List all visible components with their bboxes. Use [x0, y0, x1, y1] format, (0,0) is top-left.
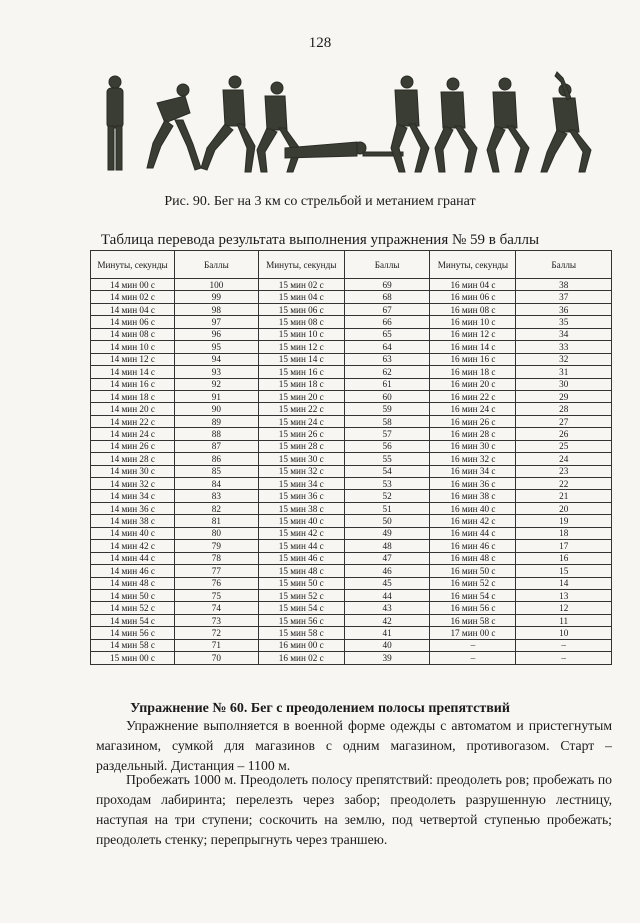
table-cell: 87 — [175, 440, 259, 452]
table-cell: 11 — [516, 614, 612, 626]
table-cell: 15 мин 38 с — [258, 502, 344, 514]
table-cell: 15 мин 30 с — [258, 453, 344, 465]
table-row — [91, 453, 612, 465]
table-cell: 22 — [516, 478, 612, 490]
table-cell: 15 мин 40 с — [258, 515, 344, 527]
table-row — [91, 303, 612, 315]
table-cell: 16 мин 54 с — [430, 589, 516, 601]
table-cell: 16 мин 42 с — [430, 515, 516, 527]
table-cell: 21 — [516, 490, 612, 502]
table-cell: 100 — [175, 279, 259, 291]
table-cell: 14 мин 56 с — [91, 627, 175, 639]
table-cell: 49 — [344, 527, 430, 539]
table-cell: 80 — [175, 527, 259, 539]
table-cell: 73 — [175, 614, 259, 626]
table-cell: 28 — [516, 403, 612, 415]
table-cell: 23 — [516, 465, 612, 477]
soldier-figure — [201, 76, 255, 172]
figure-caption: Рис. 90. Бег на 3 км со стрельбой и метанием гранат — [164, 194, 476, 209]
table-cell: 91 — [175, 390, 259, 402]
table-cell: 46 — [344, 565, 430, 577]
soldier-figure — [487, 78, 529, 172]
table-cell: 39 — [344, 652, 430, 664]
soldier-figure — [391, 76, 429, 172]
soldier-figure — [257, 82, 301, 172]
table-cell: 16 мин 34 с — [430, 465, 516, 477]
table-cell: 16 мин 20 с — [430, 378, 516, 390]
table-cell: 56 — [344, 440, 430, 452]
table-cell: 14 мин 04 с — [91, 303, 175, 315]
table-cell: 14 мин 44 с — [91, 552, 175, 564]
table-cell: 14 мин 30 с — [91, 465, 175, 477]
table-title: Таблица перевода результата выполнения упражнения № 59 в баллы — [100, 232, 540, 248]
table-cell: 14 мин 40 с — [91, 527, 175, 539]
table-cell: 42 — [344, 614, 430, 626]
table-cell: 15 мин 06 с — [258, 303, 344, 315]
soldier-figure — [541, 72, 591, 172]
table-cell: 40 — [344, 639, 430, 651]
table-cell: 64 — [344, 341, 430, 353]
table-cell: 75 — [175, 589, 259, 601]
paragraph: Пробежать 1000 м. Преодолеть полосу препятствий: преодолеть ров; пробежать по проходам лабиринта; перелезть через забор; преодолеть разрушенную лестницу, наступая на три ступени; соскочить на землю, под четвертой ступенью пробежать; преодолеть стенку; перепрыгнуть через траншею. — [96, 772, 612, 847]
table-cell: 93 — [175, 366, 259, 378]
table-cell: 15 мин 54 с — [258, 602, 344, 614]
table-cell: 17 — [516, 540, 612, 552]
table-cell: 60 — [344, 390, 430, 402]
table-cell: 66 — [344, 316, 430, 328]
table-cell: 18 — [516, 527, 612, 539]
table-cell: 16 мин 48 с — [430, 552, 516, 564]
table-cell: 16 мин 28 с — [430, 428, 516, 440]
table-cell: 29 — [516, 390, 612, 402]
table-cell: 55 — [344, 453, 430, 465]
table-cell: 15 мин 46 с — [258, 552, 344, 564]
paragraph: Упражнение выполняется в военной форме одежды с автоматом и пристегнутым магазином, сумкой для магазинов с одним магазином, противогазом. Старт – раздельный. Дистанция – 1100 м. — [96, 718, 612, 773]
column-header: Баллы — [344, 251, 430, 279]
column-header: Баллы — [516, 251, 612, 279]
table-cell: 16 мин 14 с — [430, 341, 516, 353]
table-cell: 15 мин 50 с — [258, 577, 344, 589]
table-cell: 33 — [516, 341, 612, 353]
table-row — [91, 627, 612, 639]
table-row — [91, 490, 612, 502]
table-cell: 19 — [516, 515, 612, 527]
table-row — [91, 515, 612, 527]
table-cell: 16 мин 08 с — [430, 303, 516, 315]
table-row — [91, 378, 612, 390]
table-row — [91, 440, 612, 452]
table-cell: 14 мин 50 с — [91, 589, 175, 601]
soldier-figure — [147, 84, 201, 170]
table-cell: 74 — [175, 602, 259, 614]
table-cell: 14 мин 08 с — [91, 328, 175, 340]
table-cell: 38 — [516, 279, 612, 291]
table-cell: 63 — [344, 353, 430, 365]
table-cell: 14 мин 14 с — [91, 366, 175, 378]
table-cell: 10 — [516, 627, 612, 639]
table-row — [91, 552, 612, 564]
table-cell: 15 мин 10 с — [258, 328, 344, 340]
table-cell: 89 — [175, 415, 259, 427]
table-cell: 76 — [175, 577, 259, 589]
table-cell: 53 — [344, 478, 430, 490]
table-cell: 34 — [516, 328, 612, 340]
table-header-row — [91, 251, 612, 279]
table-cell: 82 — [175, 502, 259, 514]
table-cell: 14 — [516, 577, 612, 589]
table-cell: 70 — [175, 652, 259, 664]
table-cell: 57 — [344, 428, 430, 440]
table-cell: 17 мин 00 с — [430, 627, 516, 639]
table-cell: 16 мин 18 с — [430, 366, 516, 378]
table-cell: 54 — [344, 465, 430, 477]
table-cell: 86 — [175, 453, 259, 465]
table-cell: 14 мин 52 с — [91, 602, 175, 614]
table-cell: – — [430, 652, 516, 664]
table-cell: 51 — [344, 502, 430, 514]
table-cell: 31 — [516, 366, 612, 378]
table-cell: 16 мин 58 с — [430, 614, 516, 626]
table-row — [91, 291, 612, 303]
soldiers-illustration — [95, 68, 605, 180]
table-cell: 14 мин 18 с — [91, 390, 175, 402]
table-row — [91, 478, 612, 490]
table-cell: 16 мин 04 с — [430, 279, 516, 291]
table-cell: 15 мин 22 с — [258, 403, 344, 415]
soldier-figure — [107, 76, 123, 170]
table-cell: 15 мин 52 с — [258, 589, 344, 601]
table-cell: – — [430, 639, 516, 651]
table-cell: 72 — [175, 627, 259, 639]
table-cell: 96 — [175, 328, 259, 340]
table-cell: 44 — [344, 589, 430, 601]
table-cell: 14 мин 46 с — [91, 565, 175, 577]
table-cell: 14 мин 06 с — [91, 316, 175, 328]
table-cell: 15 мин 20 с — [258, 390, 344, 402]
column-header: Минуты, секунды — [430, 251, 516, 279]
table-cell: 99 — [175, 291, 259, 303]
table-cell: 69 — [344, 279, 430, 291]
table-cell: 15 мин 16 с — [258, 366, 344, 378]
table-cell: 90 — [175, 403, 259, 415]
table-cell: 67 — [344, 303, 430, 315]
table-cell: 15 мин 48 с — [258, 565, 344, 577]
table-cell: 15 — [516, 565, 612, 577]
table-cell: 16 мин 02 с — [258, 652, 344, 664]
table-cell: 15 мин 28 с — [258, 440, 344, 452]
table-cell: 16 мин 06 с — [430, 291, 516, 303]
table-row — [91, 341, 612, 353]
table-cell: 24 — [516, 453, 612, 465]
table-cell: 37 — [516, 291, 612, 303]
table-cell: 14 мин 16 с — [91, 378, 175, 390]
score-table — [90, 250, 612, 665]
table-cell: 14 мин 34 с — [91, 490, 175, 502]
table-cell: 14 мин 02 с — [91, 291, 175, 303]
table-cell: 98 — [175, 303, 259, 315]
table-cell: 15 мин 18 с — [258, 378, 344, 390]
table-cell: 14 мин 22 с — [91, 415, 175, 427]
table-cell: 14 мин 36 с — [91, 502, 175, 514]
table-cell: 83 — [175, 490, 259, 502]
table-cell: 50 — [344, 515, 430, 527]
table-cell: 97 — [175, 316, 259, 328]
table-cell: 16 мин 16 с — [430, 353, 516, 365]
table-cell: 15 мин 32 с — [258, 465, 344, 477]
table-cell: 14 мин 10 с — [91, 341, 175, 353]
table-row — [91, 403, 612, 415]
table-cell: 61 — [344, 378, 430, 390]
page-number: 128 — [308, 35, 332, 51]
table-cell: 47 — [344, 552, 430, 564]
table-cell: 26 — [516, 428, 612, 440]
table-row — [91, 428, 612, 440]
table-row — [91, 465, 612, 477]
table-row — [91, 328, 612, 340]
table-cell: 36 — [516, 303, 612, 315]
table-cell: 32 — [516, 353, 612, 365]
table-cell: 79 — [175, 540, 259, 552]
table-row — [91, 589, 612, 601]
table-row — [91, 565, 612, 577]
table-cell: 41 — [344, 627, 430, 639]
table-cell: 15 мин 36 с — [258, 490, 344, 502]
table-row — [91, 390, 612, 402]
table-cell: 84 — [175, 478, 259, 490]
table-cell: 14 мин 32 с — [91, 478, 175, 490]
table-cell: 15 мин 24 с — [258, 415, 344, 427]
table-row — [91, 353, 612, 365]
table-cell: 16 мин 36 с — [430, 478, 516, 490]
table-cell: 15 мин 26 с — [258, 428, 344, 440]
table-row — [91, 540, 612, 552]
table-cell: 14 мин 24 с — [91, 428, 175, 440]
table-cell: 85 — [175, 465, 259, 477]
table-cell: 25 — [516, 440, 612, 452]
table-cell: 16 — [516, 552, 612, 564]
table-cell: 16 мин 56 с — [430, 602, 516, 614]
table-cell: 77 — [175, 565, 259, 577]
table-row — [91, 502, 612, 514]
table-cell: 16 мин 32 с — [430, 453, 516, 465]
table-cell: 95 — [175, 341, 259, 353]
table-cell: 92 — [175, 378, 259, 390]
table-cell: 15 мин 58 с — [258, 627, 344, 639]
table-cell: 20 — [516, 502, 612, 514]
table-cell: 81 — [175, 515, 259, 527]
table-cell: 15 мин 04 с — [258, 291, 344, 303]
table-row — [91, 415, 612, 427]
table-cell: 14 мин 28 с — [91, 453, 175, 465]
table-row — [91, 614, 612, 626]
table-cell: 16 мин 38 с — [430, 490, 516, 502]
table-cell: 15 мин 12 с — [258, 341, 344, 353]
table-cell: 43 — [344, 602, 430, 614]
table-cell: – — [516, 652, 612, 664]
table-cell: 68 — [344, 291, 430, 303]
column-header: Минуты, секунды — [91, 251, 175, 279]
table-cell: 71 — [175, 639, 259, 651]
table-cell: 16 мин 00 с — [258, 639, 344, 651]
table-cell: 14 мин 58 с — [91, 639, 175, 651]
table-cell: 59 — [344, 403, 430, 415]
soldier-figure — [435, 78, 477, 172]
table-cell: 15 мин 34 с — [258, 478, 344, 490]
table-cell: 65 — [344, 328, 430, 340]
table-cell: 16 мин 46 с — [430, 540, 516, 552]
table-cell: 52 — [344, 490, 430, 502]
table-row — [91, 527, 612, 539]
table-cell: 14 мин 48 с — [91, 577, 175, 589]
table-cell: 58 — [344, 415, 430, 427]
table-cell: 15 мин 08 с — [258, 316, 344, 328]
table-cell: 16 мин 12 с — [430, 328, 516, 340]
table-cell: 16 мин 40 с — [430, 502, 516, 514]
table-cell: 16 мин 10 с — [430, 316, 516, 328]
table-cell: 45 — [344, 577, 430, 589]
table-row — [91, 639, 612, 651]
table-row — [91, 316, 612, 328]
table-cell: 16 мин 44 с — [430, 527, 516, 539]
table-row — [91, 602, 612, 614]
soldier-figure — [285, 142, 403, 158]
table-cell: 30 — [516, 378, 612, 390]
table-cell: 15 мин 56 с — [258, 614, 344, 626]
table-cell: 15 мин 02 с — [258, 279, 344, 291]
column-header: Минуты, секунды — [258, 251, 344, 279]
table-cell: 14 мин 26 с — [91, 440, 175, 452]
column-header: Баллы — [175, 251, 259, 279]
table-cell: 14 мин 20 с — [91, 403, 175, 415]
table-cell: 14 мин 12 с — [91, 353, 175, 365]
table-row — [91, 577, 612, 589]
table-cell: 62 — [344, 366, 430, 378]
table-cell: 16 мин 30 с — [430, 440, 516, 452]
table-cell: 15 мин 00 с — [91, 652, 175, 664]
table-cell: – — [516, 639, 612, 651]
table-cell: 16 мин 24 с — [430, 403, 516, 415]
table-cell: 15 мин 14 с — [258, 353, 344, 365]
table-cell: 16 мин 22 с — [430, 390, 516, 402]
table-cell: 16 мин 26 с — [430, 415, 516, 427]
table-cell: 88 — [175, 428, 259, 440]
table-row — [91, 279, 612, 291]
table-cell: 14 мин 54 с — [91, 614, 175, 626]
table-cell: 15 мин 44 с — [258, 540, 344, 552]
table-cell: 35 — [516, 316, 612, 328]
table-cell: 13 — [516, 589, 612, 601]
table-row — [91, 366, 612, 378]
table-cell: 14 мин 42 с — [91, 540, 175, 552]
table-cell: 94 — [175, 353, 259, 365]
table-cell: 48 — [344, 540, 430, 552]
table-cell: 14 мин 38 с — [91, 515, 175, 527]
table-cell: 14 мин 00 с — [91, 279, 175, 291]
exercise-heading: Упражнение № 60. Бег с преодолением полосы препятствий — [130, 701, 510, 716]
table-cell: 78 — [175, 552, 259, 564]
table-cell: 15 мин 42 с — [258, 527, 344, 539]
table-row — [91, 652, 612, 664]
table-cell: 12 — [516, 602, 612, 614]
table-cell: 16 мин 50 с — [430, 565, 516, 577]
table-cell: 27 — [516, 415, 612, 427]
table-cell: 16 мин 52 с — [430, 577, 516, 589]
